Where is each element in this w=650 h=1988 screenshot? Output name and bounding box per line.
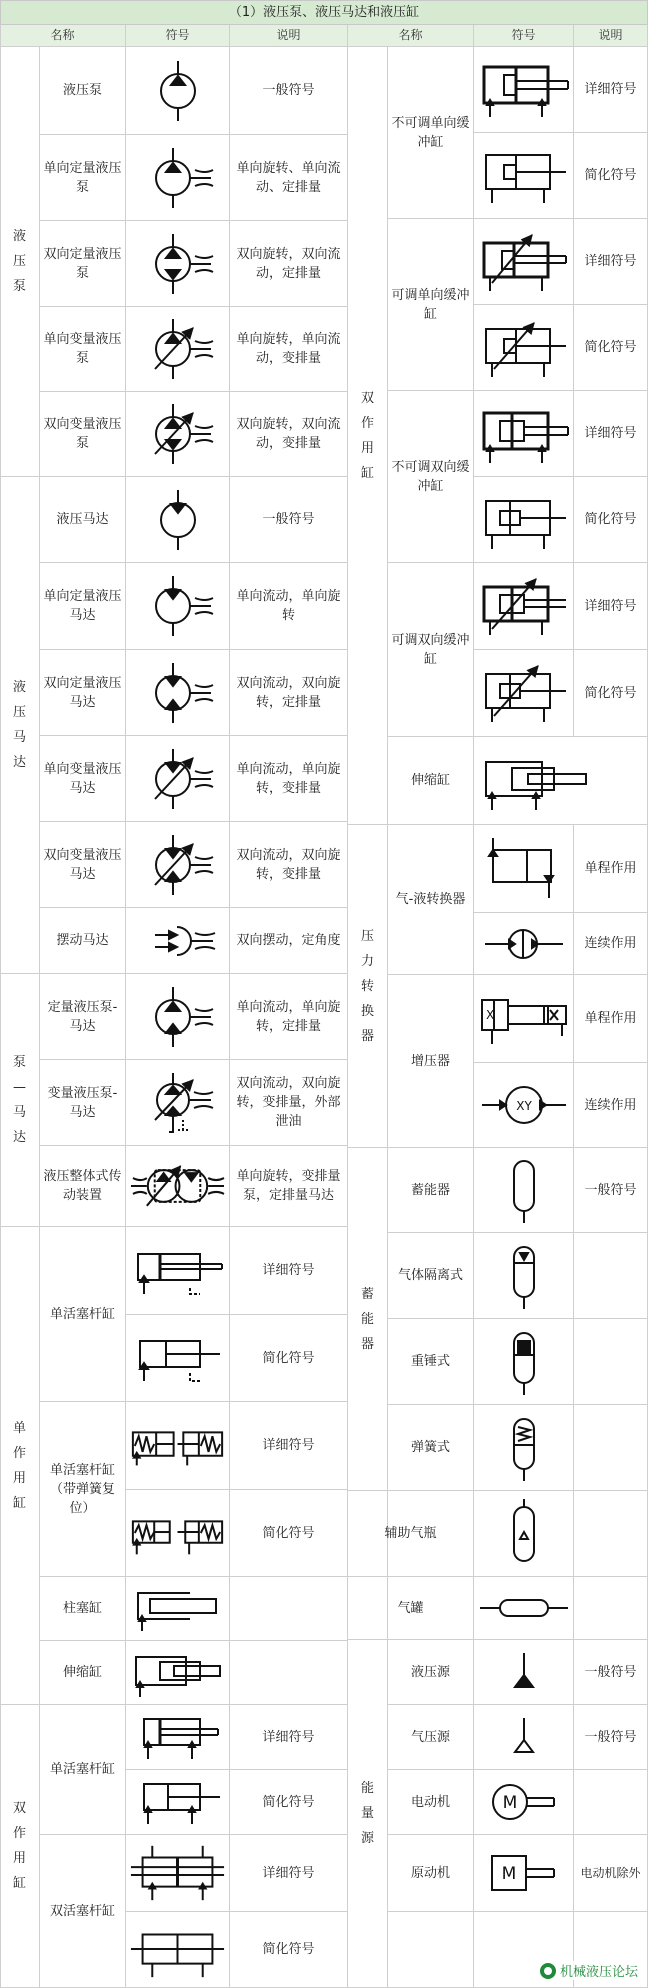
group-label <box>361 386 374 486</box>
group-label <box>13 675 26 775</box>
row-name: 单向定量液压马达 <box>40 563 126 650</box>
row-name: 增压器 <box>388 975 474 1148</box>
symbol-cell <box>126 307 230 392</box>
auxiliary-gas-bottle-symbol <box>494 1497 554 1571</box>
group-label <box>361 1776 374 1851</box>
group-char: 压 <box>360 928 374 944</box>
row-name: 双向变量液压泵 <box>40 392 126 477</box>
nonadj-double-cushion-simple-symbol <box>478 487 570 553</box>
row-name: 辅助气瓶 <box>348 1491 474 1577</box>
row-desc: 单程作用 <box>574 825 648 913</box>
adj-double-cushion-simple-symbol <box>478 660 570 726</box>
symbol-cell <box>474 737 648 825</box>
row-desc: 详细符号 <box>230 1227 348 1315</box>
table-title: （1）液压泵、液压马达和液压缸 <box>0 0 648 25</box>
symbol-cell <box>126 1641 230 1705</box>
symbol-cell <box>474 975 574 1063</box>
symbol-cell <box>474 1770 574 1835</box>
group-char: 泵 <box>12 1055 26 1070</box>
pump-variable-symbol <box>133 314 223 384</box>
symbol-cell <box>474 391 574 477</box>
row-desc: 详细符号 <box>230 1835 348 1912</box>
row-desc: 双向摆动，定角度 <box>230 908 348 974</box>
symbol-cell <box>126 650 230 736</box>
double-rod-detail-symbol <box>129 1841 226 1905</box>
row-name: 弹簧式 <box>388 1405 474 1491</box>
swing-motor-symbol <box>133 913 223 969</box>
group-char: 缸 <box>12 1495 26 1511</box>
row-name: 双活塞杆缸 <box>40 1835 126 1988</box>
row-desc: 详细符号 <box>574 219 648 305</box>
weight-accumulator-symbol <box>494 1327 554 1397</box>
table-left-border <box>0 25 1 1988</box>
group-char: 蓄 <box>360 1286 374 1302</box>
symbol-cell <box>474 133 574 219</box>
row-desc: 简化符号 <box>574 305 648 391</box>
row-name: 伸缩缸 <box>40 1641 126 1705</box>
nonadj-double-cushion-detail-symbol <box>478 401 570 467</box>
symbol-cell <box>126 1577 230 1641</box>
row-desc: 双向流动，双向旋转，变排量，外部泄油 <box>230 1060 348 1146</box>
row-name: 蓄能器 <box>388 1148 474 1233</box>
symbol-cell <box>474 1491 574 1577</box>
group-char: 液 <box>12 680 26 695</box>
row-desc: 单向流动，单向旋转，变排量 <box>230 736 348 822</box>
row-name: 不可调单向缓冲缸 <box>388 47 474 219</box>
group-pump-motor <box>0 974 40 1227</box>
row-name: 定量液压泵-马达 <box>40 974 126 1060</box>
row-desc-empty <box>574 1577 648 1640</box>
symbol-cell <box>126 221 230 307</box>
group-pressure-converter <box>348 825 388 1148</box>
group-char: 泵 <box>12 279 26 294</box>
row-name: 气罐 <box>348 1577 474 1640</box>
row-desc-empty <box>574 1770 648 1835</box>
row-desc: 简化符号 <box>230 1490 348 1577</box>
row-name: 双向变量液压马达 <box>40 822 126 908</box>
symbol-cell <box>126 822 230 908</box>
gas-isolated-accumulator-symbol <box>494 1241 554 1311</box>
row-desc-empty <box>574 1491 648 1577</box>
intensifier-xy-label: XY <box>515 1099 532 1113</box>
single-rod-simple-symbol <box>130 1325 226 1391</box>
row-name: 液压整体式传动装置 <box>40 1146 126 1227</box>
telescopic-cylinder-symbol <box>130 1647 226 1699</box>
symbol-cell <box>126 1315 230 1402</box>
symbol-cell <box>474 219 574 305</box>
row-desc: 双向流动，双向旋转，变排量 <box>230 822 348 908</box>
row-desc: 简化符号 <box>230 1770 348 1835</box>
row-name: 气-液转换器 <box>388 825 474 975</box>
pump-symbol <box>133 56 223 126</box>
group-label <box>13 1050 26 1150</box>
group-char: — <box>12 1080 26 1095</box>
row-desc: 一般符号 <box>574 1640 648 1705</box>
motor-letter: M <box>502 1793 517 1813</box>
nonadj-single-cushion-simple-symbol <box>478 143 570 209</box>
group-pump <box>0 47 40 477</box>
symbol-cell <box>126 1770 230 1835</box>
nonadj-single-cushion-detail-symbol <box>478 57 570 123</box>
row-desc: 连续作用 <box>574 913 648 975</box>
adj-single-cushion-detail-symbol <box>478 229 570 295</box>
row-desc: 电动机除外 <box>574 1835 648 1912</box>
symbol-cell <box>126 1402 230 1490</box>
group-single-acting <box>0 1227 40 1705</box>
gas-liquid-continuous-symbol <box>479 916 569 972</box>
group-char: 源 <box>360 1831 374 1846</box>
single-rod-detail-symbol <box>130 1238 226 1304</box>
row-name: 双向定量液压泵 <box>40 221 126 307</box>
gas-liquid-single-symbol <box>479 836 569 902</box>
symbol-cell <box>474 1640 574 1705</box>
symbol-cell <box>474 1405 574 1491</box>
intensifier-single-symbol <box>478 986 570 1052</box>
row-desc: 双向旋转，双向流动，定排量 <box>230 221 348 307</box>
row-desc: 简化符号 <box>574 133 648 219</box>
row-desc: 详细符号 <box>230 1705 348 1770</box>
symbol-cell <box>474 1148 574 1233</box>
accumulator-symbol <box>494 1155 554 1225</box>
row-desc: 详细符号 <box>574 563 648 650</box>
motor-variable-symbol <box>133 744 223 814</box>
adj-single-cushion-simple-symbol <box>478 315 570 381</box>
symbol-cell <box>474 1835 574 1912</box>
row-name: 原动机 <box>388 1835 474 1912</box>
row-desc: 双向流动，双向旋转，定排量 <box>230 650 348 736</box>
plunger-cylinder-symbol <box>130 1583 226 1635</box>
row-desc: 单向旋转、单向流动、定排量 <box>230 135 348 221</box>
row-desc: 简化符号 <box>574 650 648 737</box>
row-desc: 一般符号 <box>230 477 348 563</box>
row-desc: 一般符号 <box>574 1705 648 1770</box>
row-name-empty <box>388 1912 474 1988</box>
group-char: 达 <box>12 755 26 770</box>
row-name: 单向变量液压马达 <box>40 736 126 822</box>
row-name: 可调双向缓冲缸 <box>388 563 474 737</box>
group-label <box>13 1796 26 1896</box>
group-char: 器 <box>360 1028 374 1044</box>
symbol-cell <box>126 392 230 477</box>
group-motor <box>0 477 40 974</box>
row-desc-empty <box>230 1641 348 1705</box>
group-char: 马 <box>12 1105 26 1120</box>
header-desc-right: 说明 <box>574 25 648 47</box>
header-symbol-right: 符号 <box>474 25 574 47</box>
pump-bi-variable-symbol <box>133 399 223 469</box>
pump-fixed-symbol <box>133 143 223 213</box>
adj-double-cushion-detail-symbol <box>478 573 570 639</box>
group-char: 压 <box>12 254 26 269</box>
group-char: 双 <box>12 1801 26 1816</box>
group-char: 缸 <box>12 1876 26 1891</box>
header-name-right: 名称 <box>348 25 474 47</box>
watermark-text: 机械液压论坛 <box>559 1965 638 1980</box>
row-desc: 单向流动，单向旋转，定排量 <box>230 974 348 1060</box>
row-desc: 简化符号 <box>230 1912 348 1988</box>
intensifier-x-label: X <box>485 1007 494 1022</box>
group-char: 单 <box>12 1420 26 1436</box>
telescopic-double-symbol <box>482 748 592 814</box>
symbol-cell <box>126 1912 230 1988</box>
motor-bidirectional-symbol <box>133 658 223 728</box>
group-accumulator <box>348 1148 388 1491</box>
symbol-cell <box>474 1577 574 1640</box>
symbol-cell <box>126 1705 230 1770</box>
row-name: 单向变量液压泵 <box>40 307 126 392</box>
symbol-cell <box>126 908 230 974</box>
symbol-cell <box>474 1063 574 1148</box>
watermark <box>538 1961 640 1980</box>
header-desc-left: 说明 <box>230 25 348 47</box>
symbol-cell <box>126 135 230 221</box>
symbol-cell <box>126 1060 230 1146</box>
spring-return-simple-symbol <box>129 1503 226 1563</box>
motor-symbol <box>133 485 223 555</box>
row-name: 液压源 <box>388 1640 474 1705</box>
double-single-rod-simple-symbol <box>130 1774 226 1830</box>
symbol-cell <box>126 1146 230 1227</box>
row-name: 重锤式 <box>388 1319 474 1405</box>
group-label <box>13 1416 26 1516</box>
double-rod-simple-symbol <box>129 1920 226 1980</box>
symbol-cell <box>126 1227 230 1315</box>
pneumatic-source-symbol <box>504 1712 544 1762</box>
spring-return-detail-symbol <box>129 1416 226 1476</box>
group-label <box>361 1282 374 1357</box>
row-desc-empty <box>574 1319 648 1405</box>
row-name: 柱塞缸 <box>40 1577 126 1641</box>
symbol-cell <box>474 305 574 391</box>
group-char: 作 <box>12 1826 26 1841</box>
group-char: 用 <box>12 1851 26 1866</box>
row-desc: 简化符号 <box>574 477 648 563</box>
group-double-acting-left <box>0 1705 40 1988</box>
group-char: 达 <box>12 1130 26 1145</box>
header-symbol-left: 符号 <box>126 25 230 47</box>
group-label <box>361 924 374 1049</box>
spring-accumulator-symbol <box>494 1413 554 1483</box>
row-name: 液压泵 <box>40 47 126 135</box>
row-name: 电动机 <box>388 1770 474 1835</box>
group-char: 双 <box>360 390 374 406</box>
group-char: 缸 <box>360 465 374 481</box>
group-char: 用 <box>12 1470 26 1486</box>
group-char: 能 <box>360 1311 374 1327</box>
symbol-cell <box>126 477 230 563</box>
symbol-cell <box>474 1319 574 1405</box>
symbol-cell <box>474 563 574 650</box>
row-desc: 简化符号 <box>230 1315 348 1402</box>
row-name: 液压马达 <box>40 477 126 563</box>
row-desc: 连续作用 <box>574 1063 648 1148</box>
prime-mover-letter: M <box>501 1864 516 1884</box>
row-desc: 详细符号 <box>574 47 648 133</box>
gas-tank-symbol <box>478 1588 570 1628</box>
symbol-cell <box>474 47 574 133</box>
group-char: 器 <box>360 1336 374 1352</box>
symbol-cell <box>126 1835 230 1912</box>
group-char: 液 <box>12 229 26 244</box>
row-name: 单向定量液压泵 <box>40 135 126 221</box>
integral-transmission-symbol <box>129 1156 226 1216</box>
row-name: 伸缩缸 <box>388 737 474 825</box>
row-desc: 单向旋转，变排量泵，定排量马达 <box>230 1146 348 1227</box>
row-name: 气体隔离式 <box>388 1233 474 1319</box>
row-desc: 双向旋转，双向流动，变排量 <box>230 392 348 477</box>
group-char: 作 <box>12 1445 26 1461</box>
symbol-cell <box>474 650 574 737</box>
row-desc: 详细符号 <box>230 1402 348 1490</box>
prime-mover-symbol <box>484 1848 564 1898</box>
pump-bidirectional-symbol <box>133 229 223 299</box>
symbol-cell <box>126 563 230 650</box>
symbol-cell <box>126 47 230 135</box>
group-char: 马 <box>12 730 26 745</box>
group-char: 量 <box>360 1806 374 1821</box>
symbol-cell <box>474 1705 574 1770</box>
symbol-cell <box>474 1233 574 1319</box>
row-name: 可调单向缓冲缸 <box>388 219 474 391</box>
row-name: 不可调双向缓冲缸 <box>388 391 474 563</box>
symbol-cell <box>474 825 574 913</box>
header-name-left: 名称 <box>0 25 126 47</box>
row-name: 气压源 <box>388 1705 474 1770</box>
hydraulic-source-symbol <box>504 1647 544 1697</box>
group-char: 作 <box>360 415 374 431</box>
row-desc-empty <box>574 1405 648 1491</box>
row-desc-empty <box>574 1233 648 1319</box>
group-char: 转 <box>360 978 374 994</box>
row-name: 变量液压泵-马达 <box>40 1060 126 1146</box>
row-desc-empty <box>230 1577 348 1641</box>
group-double-acting-right <box>348 47 388 825</box>
motor-fixed-symbol <box>133 571 223 641</box>
row-name: 双向定量液压马达 <box>40 650 126 736</box>
symbol-cell <box>474 913 574 975</box>
row-name: 单活塞杆缸 <box>40 1705 126 1835</box>
double-single-rod-detail-symbol <box>130 1709 226 1765</box>
symbol-cell <box>126 736 230 822</box>
row-name: 摆动马达 <box>40 908 126 974</box>
group-char: 力 <box>360 953 374 969</box>
group-char: 能 <box>360 1781 374 1796</box>
symbol-cell <box>126 1490 230 1577</box>
group-char: 压 <box>12 705 26 720</box>
table-right-border <box>647 25 648 1988</box>
pump-motor-fixed-symbol <box>133 982 223 1052</box>
group-char: 用 <box>360 440 374 456</box>
row-name: 单活塞杆缸（带弹簧复位） <box>40 1402 126 1577</box>
row-desc: 一般符号 <box>230 47 348 135</box>
row-desc: 单向旋转，单向流动，变排量 <box>230 307 348 392</box>
pump-motor-variable-symbol <box>133 1068 223 1138</box>
group-energy-source <box>348 1640 388 1988</box>
symbol-cell <box>474 477 574 563</box>
electric-motor-symbol <box>484 1777 564 1827</box>
intensifier-continuous-symbol <box>478 1075 570 1135</box>
motor-bi-variable-symbol <box>133 830 223 900</box>
row-desc: 详细符号 <box>574 391 648 477</box>
wechat-icon <box>540 1963 556 1979</box>
row-desc: 单向流动，单向旋转 <box>230 563 348 650</box>
row-desc: 一般符号 <box>574 1148 648 1233</box>
group-label <box>13 224 26 299</box>
row-name: 单活塞杆缸 <box>40 1227 126 1402</box>
row-desc: 单程作用 <box>574 975 648 1063</box>
group-char: 换 <box>360 1003 374 1019</box>
symbol-cell <box>126 974 230 1060</box>
